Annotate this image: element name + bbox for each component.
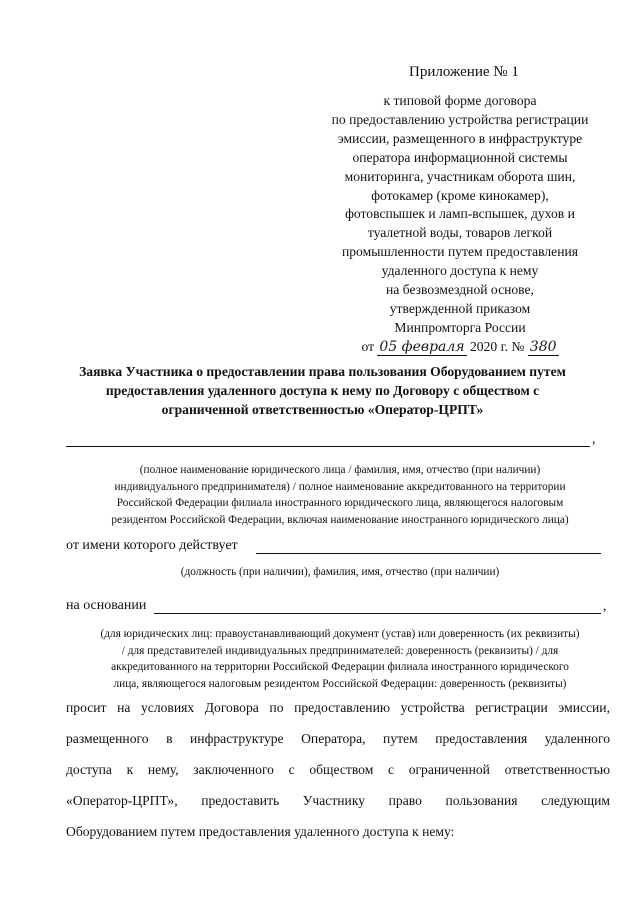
participant-name-caption [50,462,630,528]
handwritten-date: 05 февраля [379,338,465,355]
basis-caption [50,626,630,692]
header-line: фотовспышек и ламп-вспышек, духов и [345,206,575,222]
paragraph-line: доступа к нему, заключенного с обществом с ограниченной ответственностью [66,762,610,777]
basis-field[interactable] [154,613,601,614]
order-date-prefix: от [361,338,375,354]
document-title [50,362,595,419]
paragraph-line: просит на условиях Договора по предоставлению устройства регистрации эмиссии, [66,700,610,715]
caption-line: резидентом Российской Федерации, включая наименование иностранного юридического лица) [111,513,569,526]
caption-line: лица, являющегося налоговым резидентом Российской Федерации: доверенность (реквизиты) [113,677,567,690]
appendix-header [300,92,620,357]
title-line: ограниченной ответственностью «Оператор-ЦРПТ» [161,402,484,417]
caption-line: аккредитованного на территории Российской Федерации филиала иностранного юридического [111,661,569,673]
caption-line: / для представителей индивидуальных предпринимателей: доверенность (реквизиты) / для [121,644,559,657]
caption-line: (должность (при наличии), фамилия, имя, отчество (при наличии) [180,566,500,578]
header-line: по предоставлению устройства регистрации [331,111,589,127]
header-line: оператора информационной системы [352,149,568,165]
acting-caption [100,564,580,581]
field-comma: , [603,599,607,614]
header-line: удаленного доступа к нему [381,263,539,279]
caption-line: индивидуального предпринимателя) / полное наименование аккредитованного на территории [114,480,566,493]
header-line: промышленности путем предоставления [341,244,579,260]
basis-label: на основании [66,598,147,613]
caption-line: Российской Федерации филиала иностранного юридического лица, являющегося налоговым [116,497,564,509]
header-line: на безвозмездной основе, [386,282,534,298]
handwritten-number: 380 [529,338,557,355]
field-comma: , [592,432,596,447]
appendix-title: Приложение № 1 [409,64,519,80]
paragraph-line: размещенного в инфраструктуре Оператора, путем предоставления удаленного [66,731,610,746]
acting-label: от имени которого действует [66,538,238,553]
acting-person-field[interactable] [256,553,601,554]
paragraph-line: «Оператор-ЦРПТ», предоставить Участнику право пользования следующим [66,793,610,808]
paragraph-line: Оборудованием путем предоставления удаленного доступа к нему: [66,824,455,839]
header-line: Минпромторга России [394,319,526,335]
header-line: утвержденной приказом [389,300,531,316]
order-date-line [300,338,620,357]
title-line: предоставления удаленного доступа к нему по Договору с обществом с [105,383,540,398]
header-line: фотокамер (кроме кинокамер), [371,187,549,203]
order-year: 2020 г. № [469,338,525,354]
header-line: к типовой форме договора [383,93,537,108]
header-line: эмиссии, размещенного в инфраструктуре [337,130,583,146]
participant-name-field[interactable] [66,446,590,447]
header-line: мониторинга, участникам оборота шин, [344,168,576,184]
header-line: туалетной воды, товаров легкой [367,225,553,241]
caption-line: (для юридических лиц: правоустанавливающий документ (устав) или доверенность (их реквизиты) [100,628,580,640]
title-line: Заявка Участника о предоставлении права пользования Оборудованием путем [79,364,566,379]
caption-line: (полное наименование юридического лица / фамилия, имя, отчество (при наличии) [139,464,541,476]
